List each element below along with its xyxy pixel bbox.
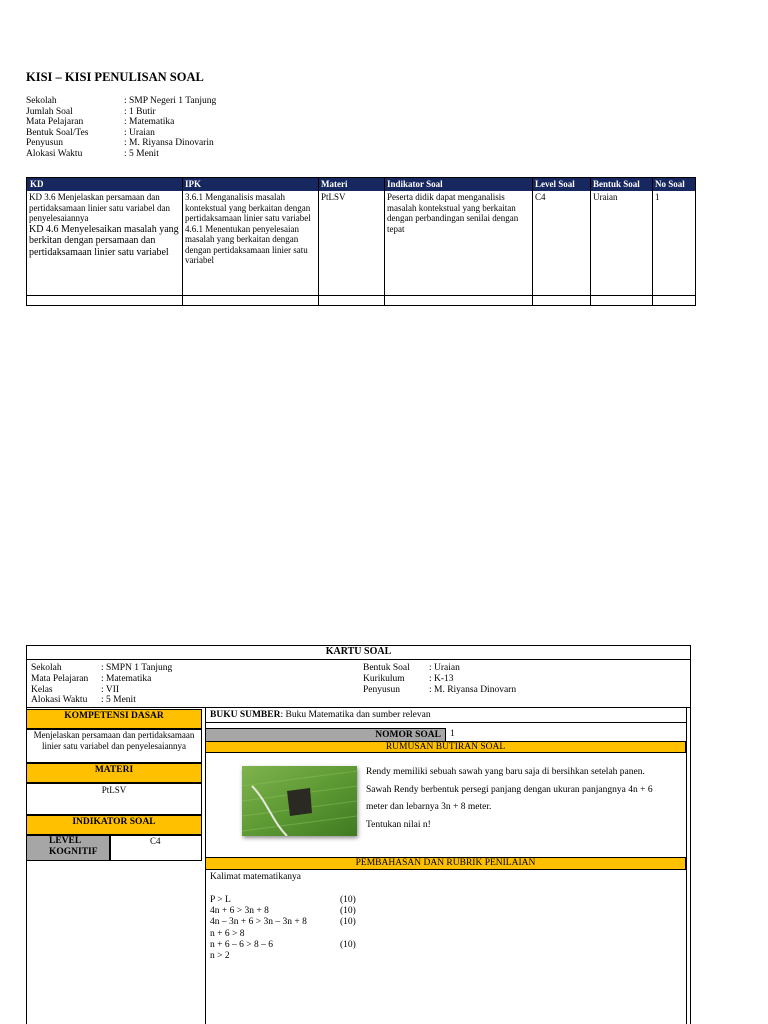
kartu-title: KARTU SOAL [27, 646, 690, 660]
level-kognitif-value: C4 [150, 836, 161, 846]
soal-line: Sawah Rendy berbentuk persegi panjang dengan ukuran panjangnya 4n + 6 [366, 784, 653, 795]
kd-3-6: KD 3.6 Menjelaskan persamaan dan pertidaksamaan linier satu variabel dan penyelesaiannya [29, 192, 170, 223]
buku-sumber [210, 710, 431, 721]
meta-value: : K-13 [429, 673, 454, 684]
step-score: (10) [340, 939, 356, 950]
cell-ipk [183, 192, 318, 266]
meta-value: : Uraian [429, 663, 460, 673]
step-expr: n > 2 [210, 951, 230, 962]
col-header-ipk: IPK [185, 179, 202, 189]
rumusan-butiran-soal-label: RUMUSAN BUTIRAN SOAL [205, 741, 686, 753]
step-score: (10) [340, 906, 356, 917]
meta-value: : SMPN 1 Tanjung [101, 663, 173, 673]
divider [27, 295, 695, 296]
kisi-meta [26, 96, 216, 160]
soal-line: meter dan lebarnya 3n + 8 meter. [366, 802, 492, 812]
meta-value: : M. Riyansa Dinovarn [429, 684, 517, 695]
ipk-4-6-1: 4.6.1 Menentukan penyelesaian masalah yang berkaitan dengan dengan pertidaksamaan linier satu variabel [185, 223, 308, 265]
meta-value: : M. Riyansa Dinovarin [124, 138, 214, 149]
indikator-soal-label: INDIKATOR SOAL [26, 815, 202, 835]
rice-field-photo [242, 766, 357, 836]
meta-label: Bentuk Soal [363, 663, 410, 673]
cell-no: 1 [655, 192, 660, 202]
buku-sumber-label: BUKU SUMBER [210, 710, 281, 720]
meta-value: : 1 Butir [124, 106, 156, 117]
meta-label: Mata Pelajaran [31, 673, 89, 684]
meta-label: Sekolah [31, 663, 62, 673]
cell-level: C4 [535, 192, 546, 202]
soal-line: Tentukan nilai n! [366, 819, 431, 830]
kd-4-6: KD 4.6 Menyelesaikan masalah yang berkitan dengan persamaan dan pertidaksamaan linier satu variabel [29, 223, 179, 258]
soal-text [366, 764, 653, 834]
meta-label: Penyusun [363, 684, 400, 695]
materi-text: PtLSV [101, 785, 127, 795]
step-score: (10) [340, 895, 356, 905]
kartu-meta-left [31, 663, 172, 706]
meta-value: : SMP Negeri 1 Tanjung [124, 96, 217, 106]
meta-value: : 5 Menit [101, 695, 136, 706]
kalimat-matematika: Kalimat matematikanya [210, 872, 302, 882]
buku-sumber-text: : Buku Matematika dan sumber relevan [280, 710, 431, 720]
meta-value: : Matematika [101, 673, 152, 684]
kompetensi-dasar-label: KOMPETENSI DASAR [26, 709, 202, 729]
meta-label: Jumlah Soal [26, 106, 73, 117]
meta-label: Penyusun [26, 138, 63, 149]
soal-line: Rendy memiliki sebuah sawah yang baru saja di bersihkan setelah panen. [366, 767, 645, 777]
col-header-level: Level Soal [535, 179, 575, 189]
col-header-materi: Materi [321, 179, 348, 189]
cell-kd [27, 192, 182, 258]
nomor-soal-label: NOMOR SOAL [205, 728, 446, 742]
meta-label: Sekolah [26, 96, 57, 106]
step-score: (10) [340, 917, 356, 928]
rice-field-icon [242, 766, 357, 836]
ipk-3-6-1: 3.6.1 Menganalisis masalah kontekstual yang berkaitan dengan pertidaksamaan linier satu variabel [185, 192, 311, 223]
divider [205, 722, 686, 723]
meta-label: Alokasi Waktu [26, 148, 83, 159]
divider [26, 707, 691, 708]
kartu-meta-right [363, 663, 516, 695]
step-expr: 4n + 6 > 3n + 8 [210, 906, 269, 917]
kisi-title: KISI – KISI PENULISAN SOAL [26, 70, 204, 84]
meta-value: : 5 Menit [124, 148, 159, 159]
col-header-no: No Soal [655, 179, 685, 189]
step-expr: 4n – 3n + 6 > 3n – 3n + 8 [210, 917, 307, 928]
col-header-kd: KD [30, 179, 44, 189]
meta-value: : VII [101, 684, 120, 695]
cell-materi: PtLSV [321, 192, 346, 202]
meta-value: : Uraian [124, 127, 155, 138]
nomor-soal-value: 1 [450, 729, 455, 739]
kompetensi-dasar-text: Menjelaskan persamaan dan pertidaksamaan linier satu variabel dan penyelesaiannya [33, 730, 195, 751]
solution-steps [210, 895, 356, 962]
cell-bentuk: Uraian [593, 192, 618, 202]
meta-value: : Matematika [124, 117, 175, 128]
step-expr: P > L [210, 895, 231, 905]
meta-label: Alokasi Waktu [31, 695, 88, 706]
materi-label: MATERI [26, 763, 202, 783]
step-expr: n + 6 – 6 > 8 – 6 [210, 939, 273, 950]
pembahasan-label: PEMBAHASAN DAN RUBRIK PENILAIAN [205, 857, 686, 870]
meta-label: Mata Pelajaran [26, 117, 84, 128]
step-expr: n + 6 > 8 [210, 928, 245, 939]
meta-label: Bentuk Soal/Tes [26, 127, 89, 138]
col-header-bentuk: Bentuk Soal [593, 179, 640, 189]
cell-indikator: Peserta didik dapat menganalisis masalah kontekstual yang berkaitan dengan perbandingan senilai dengan tepat [387, 192, 519, 234]
meta-label: Kurikulum [363, 673, 405, 684]
kisi-table [26, 177, 696, 306]
divider [686, 708, 687, 1024]
meta-label: Kelas [31, 684, 53, 695]
col-header-indikator: Indikator Soal [387, 179, 443, 189]
level-kognitif-label: LEVEL KOGNITIF [26, 835, 110, 861]
